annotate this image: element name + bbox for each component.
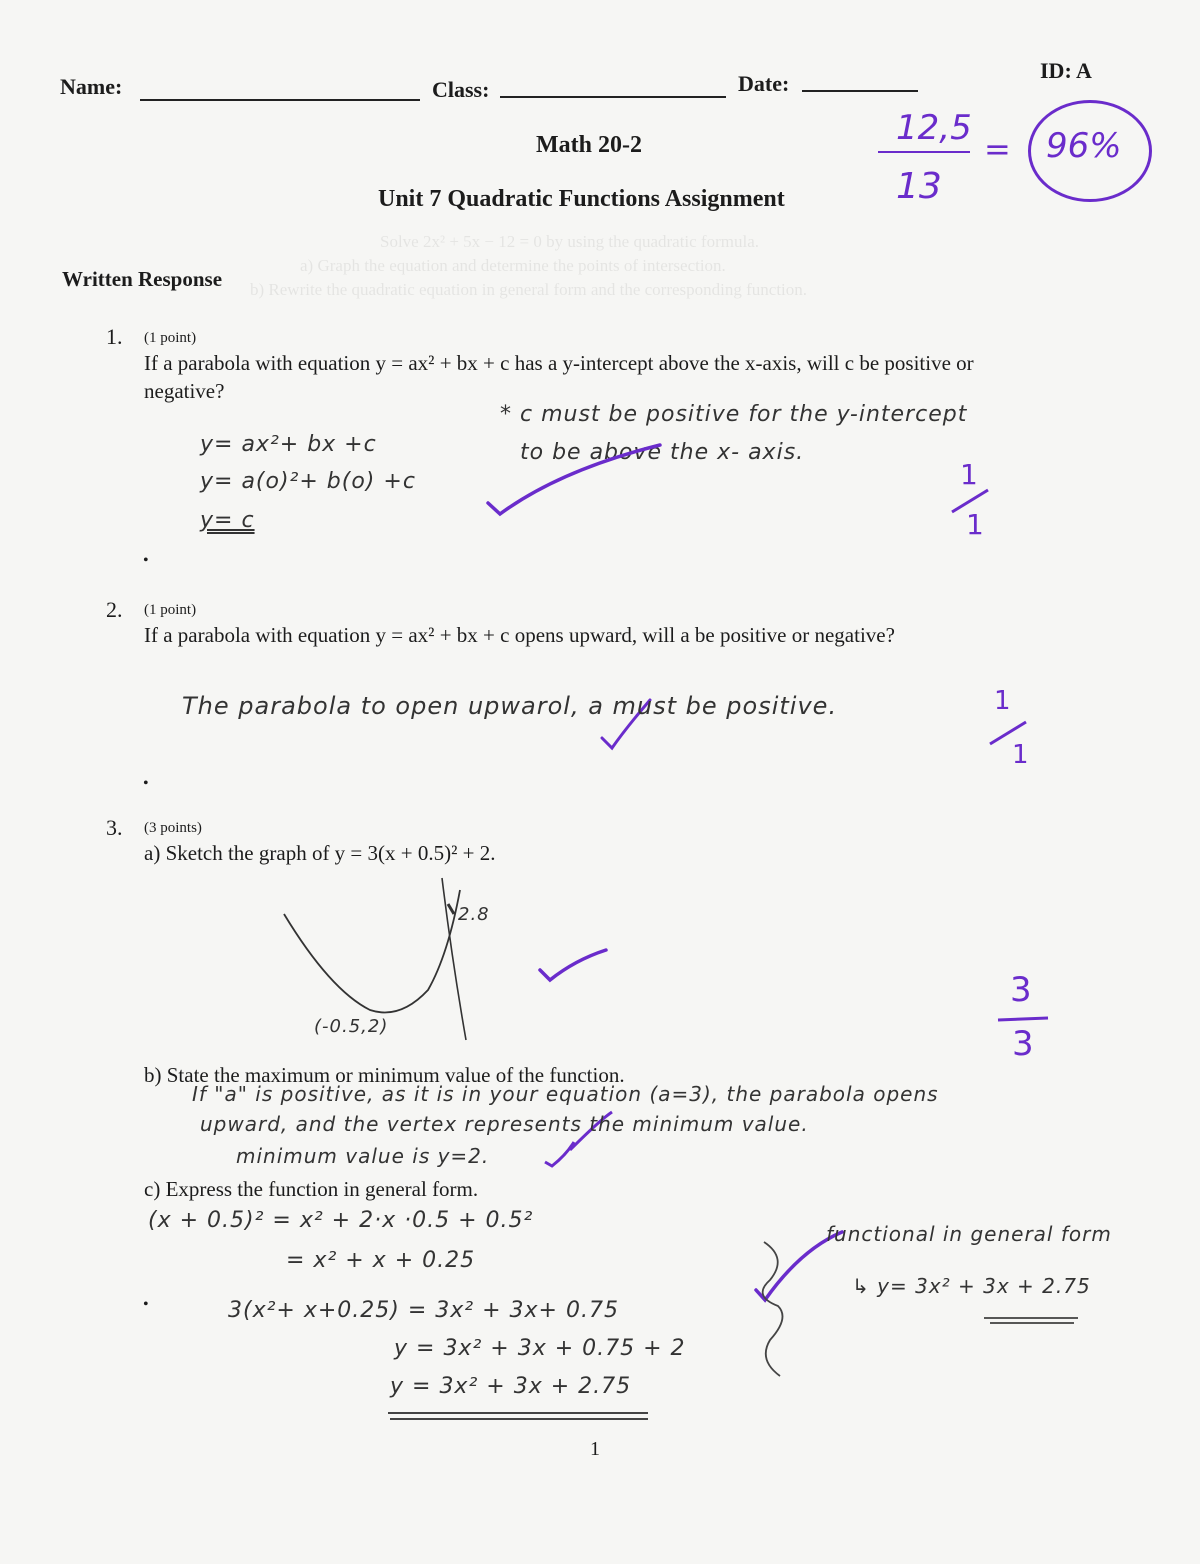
grade-numerator: 12,5 xyxy=(896,108,972,148)
date-label: Date: xyxy=(738,71,790,96)
q1-answer-line2: to be above the x- axis. xyxy=(520,440,805,465)
sketch-vertex-label: (-0.5,2) xyxy=(314,1016,389,1037)
course-title: Math 20-2 xyxy=(536,132,642,158)
grade-denominator: 13 xyxy=(896,166,942,207)
q1-score-den: 1 xyxy=(966,508,984,541)
bleed-text-3: b) Rewrite the quadratic equation in general form and the corresponding function. xyxy=(250,280,808,299)
q3c-work-line3: 3(x²+ x+0.25) = 3x² + 3x+ 0.75 xyxy=(228,1298,619,1323)
class-label: Class: xyxy=(432,77,490,102)
assignment-title: Unit 7 Quadratic Functions Assignment xyxy=(378,186,785,212)
q3b-answer-line1: If "a" is positive, as it is in your equation (a=3), the parabola opens xyxy=(192,1082,939,1106)
section-title: Written Response xyxy=(62,267,223,291)
q3b-answer-line2: upward, and the vertex represents the minimum value. xyxy=(200,1112,809,1136)
page-number: 1 xyxy=(590,1438,600,1460)
q3c-prompt: c) Express the function in general form. xyxy=(144,1177,479,1201)
q3c-note-line2: ↳ y= 3x² + 3x + 2.75 xyxy=(852,1274,1091,1298)
q3c-note-line1: functional in general form xyxy=(826,1222,1112,1246)
q2-text: If a parabola with equation y = ax² + bx + c opens upward, will a be positive or negative? xyxy=(144,623,895,647)
q3b-prompt: b) State the maximum or minimum value of the function. xyxy=(144,1063,625,1087)
q3-score-den: 3 xyxy=(1012,1024,1034,1064)
q3b-answer-line3: minimum value is y=2. xyxy=(236,1144,490,1168)
q3-score-num: 3 xyxy=(1010,970,1032,1010)
q2-bullet: • xyxy=(143,775,149,792)
q3c-work-line4: y = 3x² + 3x + 0.75 + 2 xyxy=(394,1336,686,1361)
q1-points: (1 point) xyxy=(144,330,197,346)
q1-bullet: • xyxy=(143,552,149,569)
q3c-work-line1: (x + 0.5)² = x² + 2·x ·0.5 + 0.5² xyxy=(148,1208,534,1233)
q1-work-line2: y= a(o)²+ b(o) +c xyxy=(200,469,416,494)
q2-score-num: 1 xyxy=(994,686,1011,716)
q1-text-line2: negative? xyxy=(144,379,225,403)
q1-text-line1: If a parabola with equation y = ax² + bx + c has a y-intercept above the x-axis, will c be positive or xyxy=(144,351,974,375)
q1-number: 1. xyxy=(106,324,123,349)
q3c-work-line5: y = 3x² + 3x + 2.75 xyxy=(390,1374,632,1399)
q1-score-num: 1 xyxy=(960,458,978,491)
q3-points: (3 points) xyxy=(144,820,202,836)
q2-answer: The parabola to open upwarol, a must be positive. xyxy=(182,692,838,720)
id-label: ID: A xyxy=(1040,58,1092,83)
q2-points: (1 point) xyxy=(144,602,197,618)
grade-percent: 96% xyxy=(1046,126,1122,166)
bleed-text-2: a) Graph the equation and determine the points of intersection. xyxy=(300,256,726,275)
q3c-work-line2: = x² + x + 0.25 xyxy=(286,1248,476,1273)
q1-work-line1: y= ax²+ bx +c xyxy=(200,432,377,457)
q3-number: 3. xyxy=(106,815,123,840)
bleed-text-1: Solve 2x² + 5x − 12 = 0 by using the quadratic formula. xyxy=(380,232,759,251)
name-label: Name: xyxy=(60,74,123,99)
q1-work-line3: y= c xyxy=(200,508,255,533)
grade-equals: = xyxy=(984,130,1011,168)
q2-number: 2. xyxy=(106,597,123,622)
sketch-intercept-label: 2.8 xyxy=(458,904,490,925)
q1-answer-line1: * c must be positive for the y-intercept xyxy=(500,402,968,427)
q3-bullet: • xyxy=(143,1296,149,1313)
q3a-prompt: a) Sketch the graph of y = 3(x + 0.5)² + 2. xyxy=(144,841,496,865)
q2-score-den: 1 xyxy=(1012,740,1029,770)
